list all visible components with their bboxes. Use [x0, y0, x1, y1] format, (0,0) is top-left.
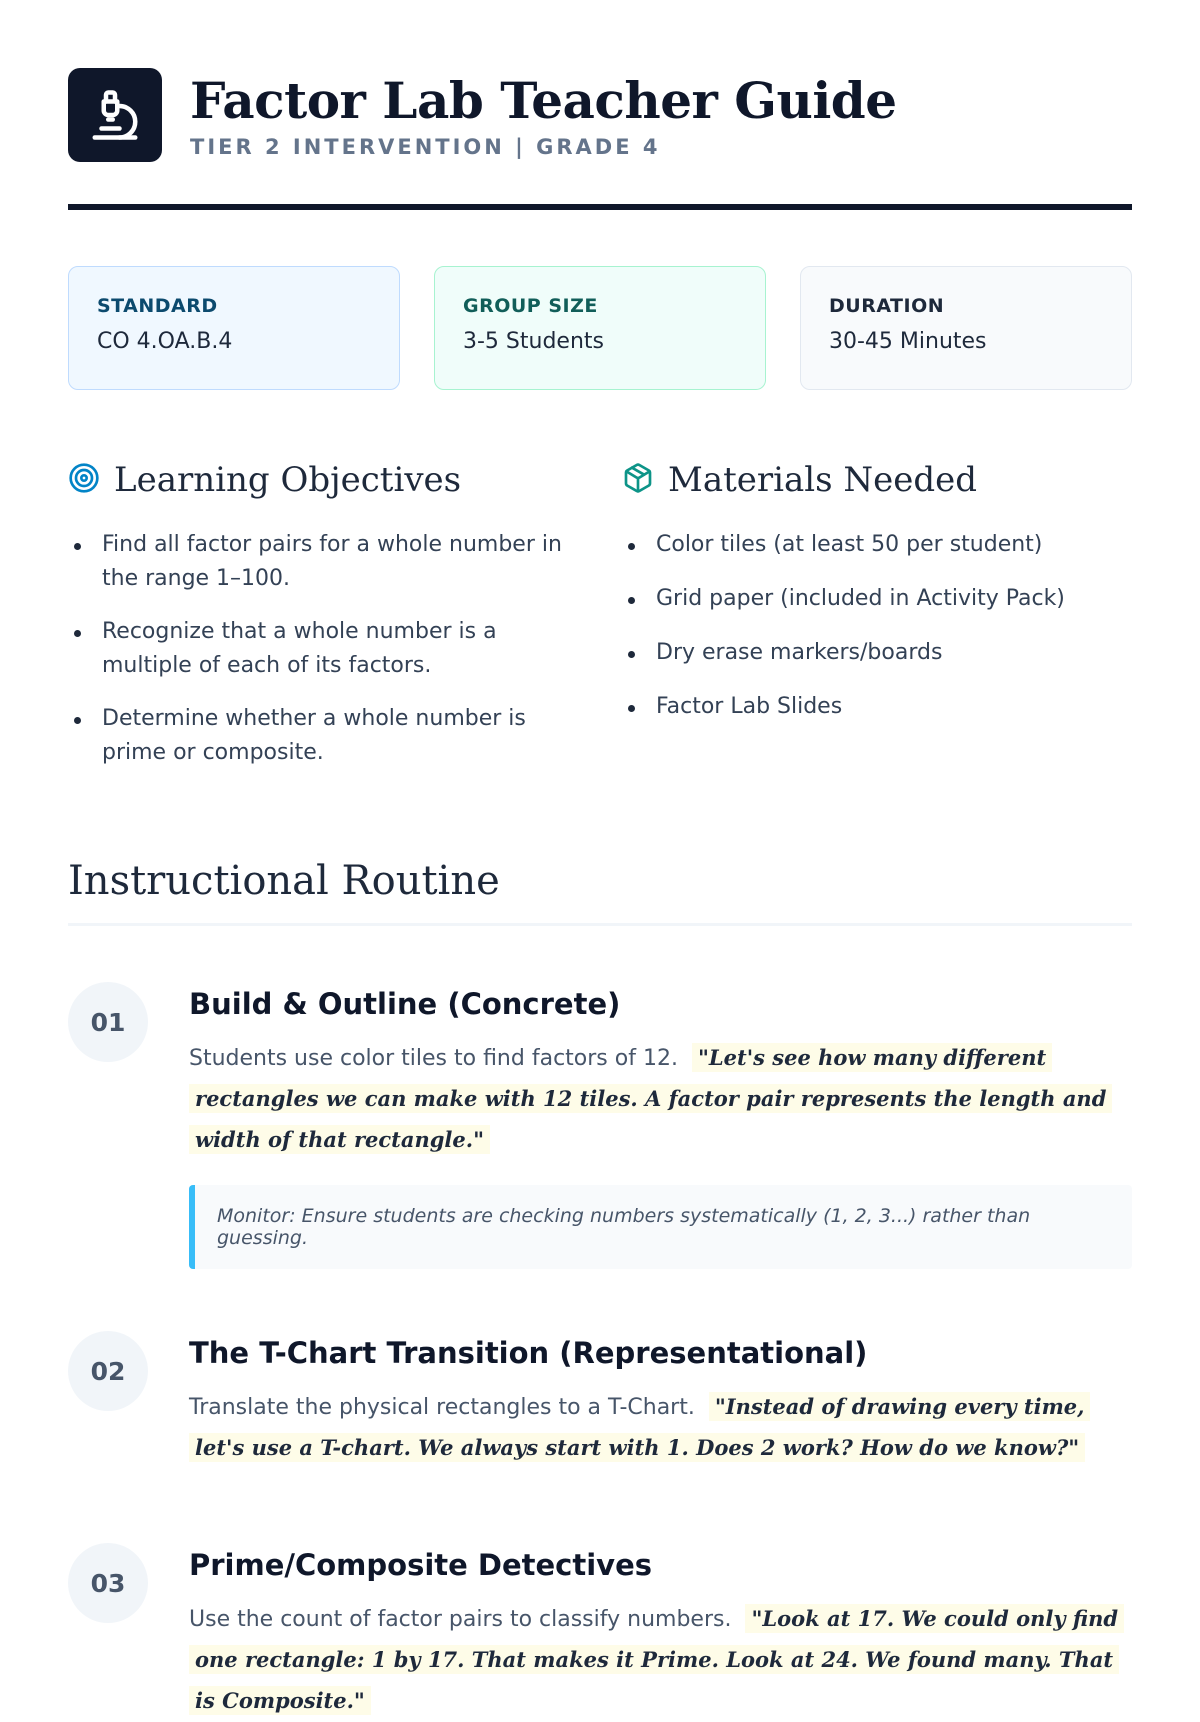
standard-label: STANDARD	[97, 295, 218, 317]
step-description	[189, 1387, 1132, 1469]
materials-title: Materials Needed	[668, 460, 978, 500]
package-icon	[622, 462, 654, 498]
group-size-value: 3-5 Students	[463, 329, 604, 354]
objectives-title: Learning Objectives	[114, 460, 462, 500]
step-description	[189, 1599, 1132, 1722]
step-description	[189, 1038, 1132, 1161]
routine-step	[68, 982, 1132, 1269]
step-number: 03	[68, 1543, 148, 1623]
list-item: Dry erase markers/boards	[622, 636, 1132, 670]
monitor-note: Monitor: Ensure students are checking numbers systematically (1, 2, 3...) rather than guessing.	[189, 1185, 1132, 1269]
step-number: 01	[68, 982, 148, 1062]
list-item: Determine whether a whole number is prime or composite.	[68, 702, 578, 770]
list-item: Recognize that a whole number is a multiple of each of its factors.	[68, 615, 578, 683]
duration-card	[800, 266, 1132, 390]
page-subtitle: TIER 2 INTERVENTION | GRADE 4	[190, 135, 661, 159]
routine-divider	[68, 923, 1132, 926]
standard-value: CO 4.OA.B.4	[97, 329, 233, 354]
materials-section	[622, 460, 1132, 789]
objectives-list	[68, 528, 578, 770]
info-cards	[68, 266, 1132, 390]
list-item: Factor Lab Slides	[622, 690, 1132, 724]
duration-label: DURATION	[829, 295, 945, 317]
step-description-text: Students use color tiles to find factors of 12.	[189, 1046, 678, 1071]
microscope-icon	[68, 68, 162, 162]
duration-value: 30-45 Minutes	[829, 329, 987, 354]
list-item: Find all factor pairs for a whole number in the range 1–100.	[68, 528, 578, 596]
step-description-text: Use the count of factor pairs to classify numbers.	[189, 1607, 732, 1632]
objectives-materials	[68, 460, 1132, 789]
step-title: Build & Outline (Concrete)	[189, 987, 621, 1021]
group-size-card	[434, 266, 766, 390]
target-icon	[68, 462, 100, 498]
list-item: Grid paper (included in Activity Pack)	[622, 582, 1132, 616]
routine-title: Instructional Routine	[68, 858, 500, 904]
header-divider	[68, 204, 1132, 210]
teacher-quote: "Instead of drawing every time, let's use a T-chart. We always start with 1. Does 2 work? How do we know?"	[189, 1392, 1090, 1462]
step-title: Prime/Composite Detectives	[189, 1548, 653, 1582]
step-title: The T-Chart Transition (Representational)	[189, 1336, 868, 1370]
routine-step	[68, 1331, 1132, 1469]
teacher-quote: "Let's see how many different rectangles we can make with 12 tiles. A factor pair represents the length and width of that rectangle."	[189, 1043, 1112, 1154]
materials-list	[622, 528, 1132, 724]
step-description-text: Translate the physical rectangles to a T-Chart.	[189, 1395, 695, 1420]
list-item: Color tiles (at least 50 per student)	[622, 528, 1132, 562]
group-size-label: GROUP SIZE	[463, 295, 598, 317]
page-title: Factor Lab Teacher Guide	[190, 71, 897, 130]
step-number: 02	[68, 1331, 148, 1411]
page-header	[68, 0, 1132, 162]
standard-card	[68, 266, 400, 390]
routine-step	[68, 1543, 1132, 1722]
teacher-quote: "Look at 17. We could only find one rectangle: 1 by 17. That makes it Prime. Look at 24. We found many. That is Composite."	[189, 1604, 1124, 1715]
objectives-section	[68, 460, 578, 789]
